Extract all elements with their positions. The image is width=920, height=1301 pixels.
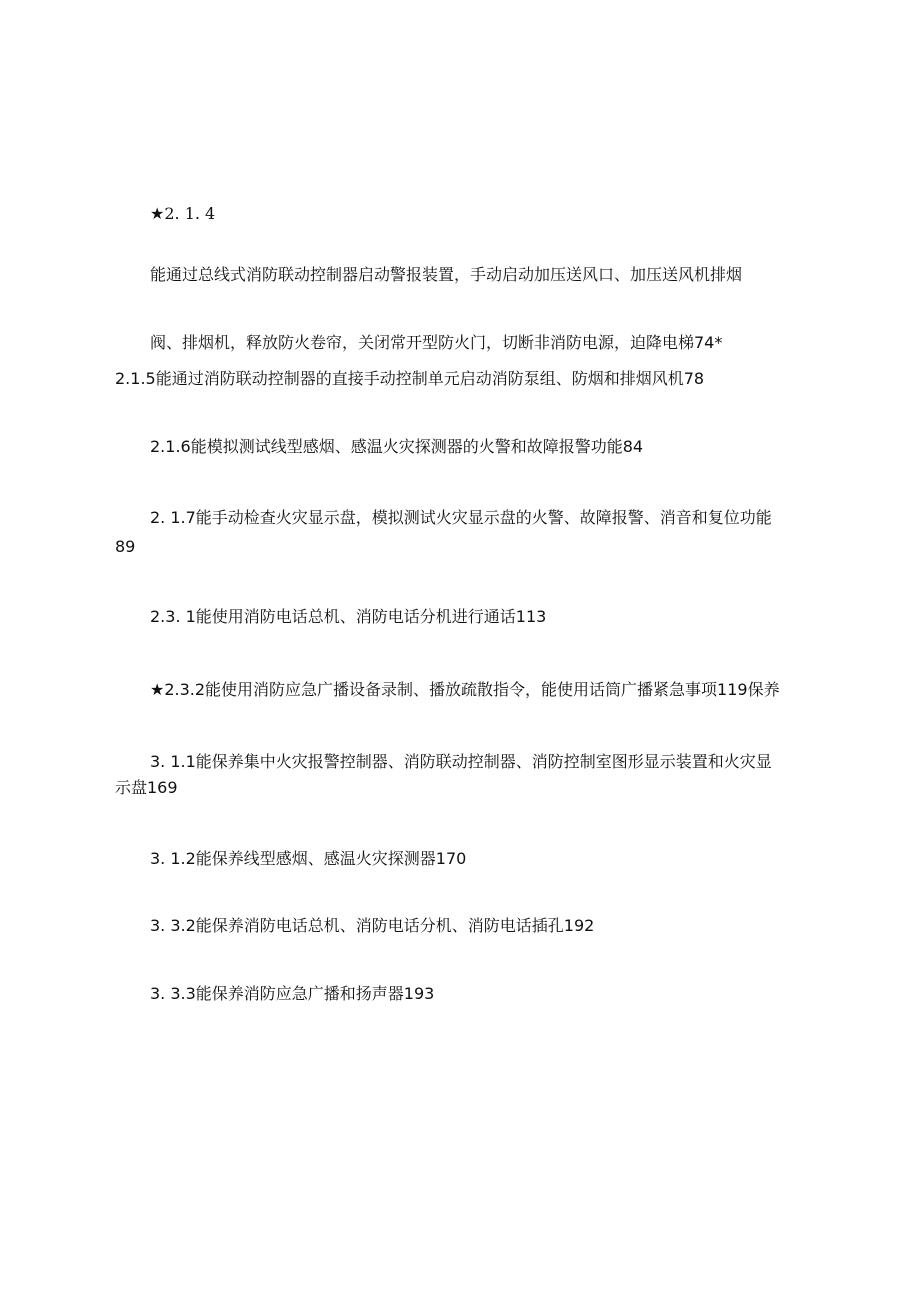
- text-line-3-1-2: 3. 1.2能保养线型感烟、感温火灾探测器170: [150, 849, 467, 868]
- text-line-2-1-4-b: 阀、排烟机，释放防火卷帘，关闭常开型防火门，切断非消防电源，迫降电梯74*: [150, 333, 723, 352]
- text-line-2-3-2: ★2.3.2能使用消防应急广播设备录制、播放疏散指令，能使用话筒广播紧急事项119保养: [150, 680, 780, 699]
- text-line-2-1-7-cont: 89: [115, 537, 136, 556]
- text-line-2-1-5: 2.1.5能通过消防联动控制器的直接手动控制单元启动消防泵组、防烟和排烟风机78: [115, 369, 705, 388]
- text-line-3-1-1-cont: 示盘169: [115, 778, 178, 797]
- text-line-2-3-1: 2.3. 1能使用消防电话总机、消防电话分机进行通话113: [150, 607, 547, 626]
- text-line-3-3-3: 3. 3.3能保养消防应急广播和扬声器193: [150, 984, 435, 1003]
- text-line-3-1-1: 3. 1.1能保养集中火灾报警控制器、消防联动控制器、消防控制室图形显示装置和火灾显: [150, 752, 772, 771]
- text-line-3-3-2: 3. 3.2能保养消防电话总机、消防电话分机、消防电话插孔192: [150, 916, 595, 935]
- text-line-2-1-4-a: 能通过总线式消防联动控制器启动警报装置，手动启动加压送风口、加压送风机排烟: [150, 265, 743, 284]
- text-line-2-1-7: 2. 1.7能手动检查火灾显示盘，模拟测试火灾显示盘的火警、故障报警、消音和复位功能: [150, 508, 772, 527]
- section-heading-2-1-4: ★2. 1. 4: [150, 204, 216, 223]
- text-line-2-1-6: 2.1.6能模拟测试线型感烟、感温火灾探测器的火警和故障报警功能84: [150, 437, 644, 456]
